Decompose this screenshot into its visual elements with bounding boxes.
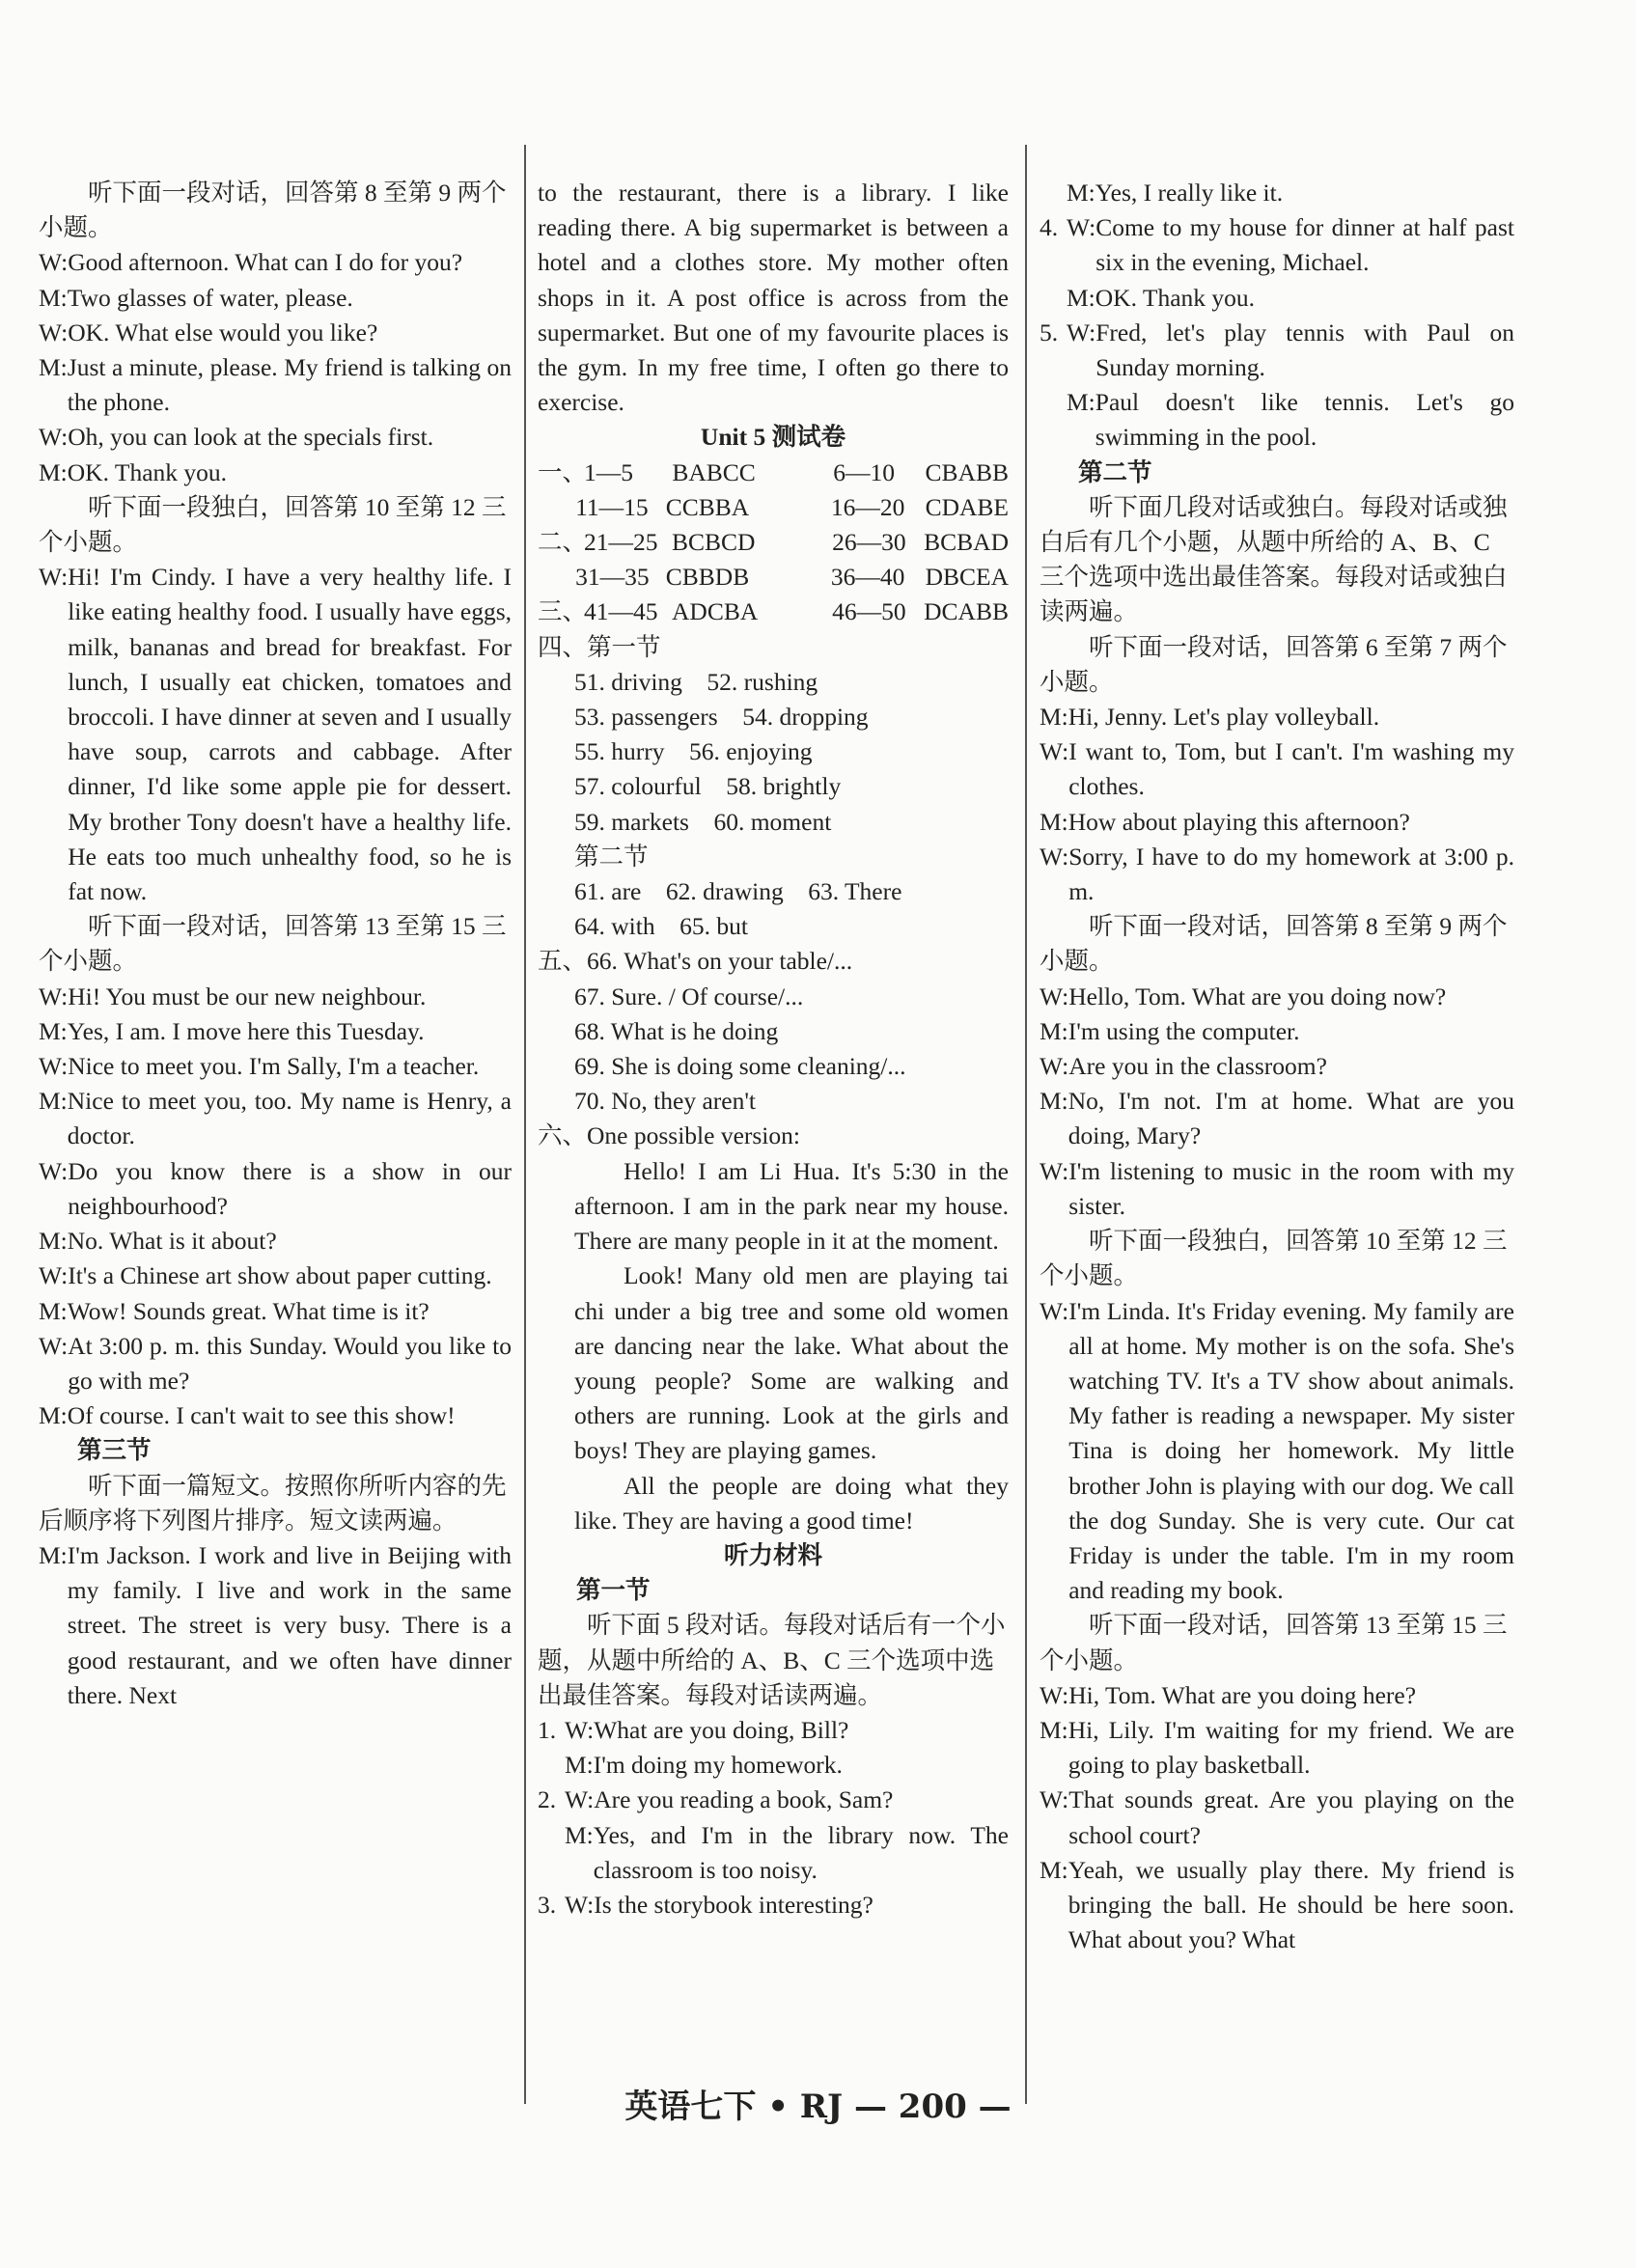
dialog-text: Hi! I'm Cindy. I have a very healthy life. I like eating healthy food. I usually have eggs, milk, bananas and bread for breakfast. For lunch, I usually eat chicken, tomatoes and broccoli. I have dinner at seven and I usually have soup, carrots and cabbage. After dinner, I'd like some apple pie for dessert. My brother Tony doesn't have a healthy life. He eats too much unhealthy food, so he is fat now. [68, 563, 512, 906]
instruction: 听下面几段对话或独白。每段对话或独白后有几个小题，从题中所给的 A、B、C 三个选项中选出最佳答案。每段对话或独白读两遍。 [1040, 492, 1508, 626]
dialog-text: I want to, Tom, but I can't. I'm washing my clothes. [1068, 737, 1514, 801]
speaker-label: M: [1040, 1016, 1068, 1045]
dialog-line [39, 1258, 512, 1293]
dialog-text: No. What is it about? [67, 1227, 277, 1256]
speaker-label: M: [1040, 1715, 1068, 1744]
answer-range: 26—30 [832, 528, 906, 557]
dialog-text: Hi, Tom. What are you doing here? [1068, 1680, 1417, 1709]
speaker-label: W: [1040, 1296, 1069, 1325]
speaker-label: W: [1040, 1052, 1069, 1081]
dialog-text: That sounds great. Are you playing on the school court? [1068, 1785, 1514, 1849]
dialog-line [538, 1713, 1009, 1748]
speaker-label: M: [1040, 1087, 1068, 1116]
dialog-text: Just a minute, please. My friend is talking on the phone. [67, 353, 512, 417]
dialog-text: Yes, I really like it. [1095, 179, 1284, 207]
speaker-label: W: [39, 1261, 69, 1290]
dialog-text: Are you in the classroom? [1068, 1052, 1327, 1081]
instruction: 听下面一段独白，回答第 10 至第 12 三个小题。 [1040, 1227, 1508, 1290]
answer-section [538, 560, 575, 595]
answer-value: CCBBA [665, 492, 750, 521]
item-number: 3. [538, 1890, 557, 1919]
item-number: 5. [1040, 318, 1059, 346]
dialog-text: OK. Thank you. [1095, 283, 1256, 312]
speaker-label: M: [39, 1227, 68, 1256]
dialog-line [39, 560, 512, 909]
speaker-label: M: [565, 1751, 594, 1780]
speaker-label: W: [1040, 982, 1069, 1010]
answer-row [538, 525, 1009, 560]
column-left [39, 176, 512, 1713]
unit-title: Unit 5 测试卷 [700, 423, 846, 452]
answer-line: 68. What is he doing [574, 1016, 779, 1045]
speaker-label: W: [1067, 213, 1096, 242]
dialog-line [1040, 385, 1514, 455]
answer-line: 64. with 65. but [574, 912, 748, 941]
instruction: 听下面一段对话，回答第 8 至第 9 两个小题。 [39, 179, 507, 242]
item-number [1040, 281, 1067, 316]
answer-row [538, 490, 1009, 525]
dialog-line [39, 1224, 512, 1258]
subsection-label: 第一节 [576, 1576, 651, 1605]
dialog-line [1040, 1783, 1514, 1852]
answer-range: 11—15 [575, 492, 649, 521]
dialog-text: Do you know there is a show in our neighbourhood? [68, 1156, 512, 1220]
speaker-label: W: [39, 1052, 69, 1081]
speaker-label: W: [39, 563, 69, 592]
dialog-text: Hi! You must be our new neighbour. [68, 982, 427, 1010]
answer-value: BCBAD [924, 528, 1009, 557]
dialog-line [1040, 281, 1514, 316]
dialog-line [1040, 700, 1514, 734]
speaker-label: M: [565, 1820, 594, 1849]
dialog-line [39, 420, 512, 455]
answer-line: 70. No, they aren't [574, 1087, 757, 1116]
answer-section [538, 490, 575, 525]
dialog-text: Hi, Jenny. Let's play volleyball. [1068, 703, 1380, 732]
dialog-line [1040, 1294, 1514, 1609]
dialog-line [538, 1748, 1009, 1783]
instruction: 听下面一篇短文。按照你所听内容的先后顺序将下列图片排序。短文读两遍。 [39, 1471, 507, 1535]
speaker-label: W: [1040, 1680, 1069, 1709]
dialog-text: Hi, Lily. I'm waiting for my friend. We are going to play basketball. [1068, 1715, 1514, 1780]
dialog-line [1040, 980, 1514, 1014]
answer-value: DCABB [924, 597, 1009, 626]
speaker-label: W: [39, 423, 69, 452]
dialog-line [538, 1888, 1009, 1922]
dialog-text: Paul doesn't like tennis. Let's go swimming in the pool. [1095, 388, 1514, 452]
answer-value: BABCC [672, 457, 756, 486]
answer-key [538, 456, 1009, 630]
dialog-text: Wow! Sounds great. What time is it? [67, 1296, 430, 1325]
answer-line: 61. are 62. drawing 63. There [574, 877, 902, 906]
dialog-line [1040, 316, 1514, 385]
dialog-text: OK. Thank you. [67, 457, 228, 486]
dialog-line [1040, 840, 1514, 909]
answer-section: 一、 [538, 457, 588, 486]
dialog-line [39, 456, 512, 490]
essay [538, 1154, 1009, 1538]
instruction: 听下面 5 段对话。每段对话后有一个小题，从题中所给的 A、B、C 三个选项中选出最佳答案。每段对话读两遍。 [538, 1611, 1006, 1709]
dialog-line [538, 1783, 1009, 1817]
instruction: 听下面一段对话，回答第 13 至第 15 三个小题。 [39, 912, 507, 976]
answer-list [538, 944, 1009, 1119]
speaker-label: M: [1067, 179, 1095, 207]
dialog-line [39, 1398, 512, 1433]
column-divider-1 [524, 145, 526, 2104]
essay-paragraph: Look! Many old men are playing tai chi under a big tree and some old women are dancing near the lake. What about the young people? Some are walking and others are running. Look at the girls and boys! They are playing games. [574, 1261, 1009, 1465]
answer-line: 67. Sure. / Of course/... [574, 982, 804, 1010]
dialog-text: Oh, you can look at the specials first. [68, 423, 434, 452]
essay-paragraph: Hello! I am Li Hua. It's 5:30 in the afternoon. I am in the park near my house. There are many people in it at the moment. [574, 1156, 1009, 1256]
dialog-text: Nice to meet you. I'm Sally, I'm a teacher. [68, 1052, 480, 1081]
item-number [538, 1818, 565, 1888]
dialog-text: Nice to meet you, too. My name is Henry, a doctor. [67, 1087, 512, 1150]
speaker-label: M: [1040, 1855, 1068, 1884]
dialog-text: I'm Linda. It's Friday evening. My family are all at home. My mother is on the sofa. She's watching TV. It's a TV show about animals. My father is reading a newspaper. My sister Tina is doing her homework. My little brother John is playing with our dog. We call the dog Sunday. She is very cute. Our cat Friday is under the table. I'm in my room and reading my book. [1068, 1296, 1514, 1605]
answer-range: 36—40 [830, 563, 905, 592]
column-right [1040, 176, 1514, 1957]
dialog-text: It's a Chinese art show about paper cutting. [68, 1261, 492, 1290]
speaker-label: M: [39, 457, 68, 486]
answer-section: 二、 [538, 528, 588, 557]
paragraph-continued: to the restaurant, there is a library. I like reading there. A big supermarket is between a hotel and a clothes store. My mother often shops in it. A post office is across from the supermarket. But one of my favourite places is the gym. In my free time, I often go there to exercise. [538, 179, 1009, 417]
dialog-line [1040, 805, 1514, 840]
speaker-label: M: [39, 283, 68, 312]
answer-range: 31—35 [575, 563, 650, 592]
column-middle [538, 176, 1009, 1922]
dialog-text: I'm doing my homework. [593, 1751, 843, 1780]
speaker-label: W: [39, 982, 69, 1010]
dialog-text: OK. What else would you like? [68, 318, 378, 346]
page-footer: 英语七下 • RJ — 200 — [624, 2088, 1012, 2126]
dialog-line [538, 1818, 1009, 1888]
answer-range: 41—45 [584, 597, 658, 626]
section-label: 四、第一节 [538, 632, 661, 661]
dialog-line [39, 1049, 512, 1084]
item-number [1040, 385, 1067, 455]
dialog-text: I'm using the computer. [1068, 1016, 1300, 1045]
dialog-line [39, 1014, 512, 1049]
answer-value: BCBCD [672, 528, 756, 557]
speaker-label: M: [39, 1296, 68, 1325]
subsection-label: 第二节 [574, 842, 649, 871]
dialog-line [1040, 1678, 1514, 1713]
dialog-text: At 3:00 p. m. this Sunday. Would you like to go with me? [68, 1331, 512, 1395]
answer-line: 51. driving 52. rushing [574, 667, 818, 696]
item-number: 2. [538, 1785, 557, 1814]
answer-list [538, 874, 1009, 944]
dialog-line [1040, 210, 1514, 280]
speaker-label: M: [1067, 388, 1095, 417]
dialog-line [1040, 734, 1514, 804]
instruction: 听下面一段独白，回答第 10 至第 12 三个小题。 [39, 492, 507, 557]
dialog-line [39, 1154, 512, 1224]
answer-range: 16—20 [830, 492, 905, 521]
dialog-line [39, 980, 512, 1014]
dialog-text: Yeah, we usually play there. My friend is bringing the ball. He should be here soon. What about you? What [1068, 1855, 1514, 1954]
answer-value: DBCEA [925, 563, 1009, 592]
dialog-text: I'm listening to music in the room with my sister. [1068, 1156, 1514, 1220]
item-number [1040, 176, 1067, 210]
dialog-line [1040, 1853, 1514, 1958]
speaker-label: W: [565, 1785, 595, 1814]
answer-range: 46—50 [832, 597, 906, 626]
column-divider-2 [1025, 145, 1027, 2104]
dialog-line [1040, 176, 1514, 210]
speaker-label: W: [1040, 1785, 1069, 1814]
dialog-text: Fred, let's play tennis with Paul on Sunday morning. [1095, 318, 1514, 382]
dialog-list [538, 1713, 1009, 1922]
answer-value: CBABB [925, 457, 1009, 486]
speaker-label: W: [39, 1156, 69, 1185]
dialog-text: Of course. I can't wait to see this show! [67, 1401, 456, 1430]
section-label: 六、One possible version: [538, 1121, 800, 1150]
speaker-label: W: [39, 318, 69, 346]
answer-list [538, 665, 1009, 840]
answer-range: 1—5 [584, 457, 633, 486]
instruction: 听下面一段对话，回答第 8 至第 9 两个小题。 [1040, 912, 1508, 976]
dialog-text: Are you reading a book, Sam? [594, 1785, 894, 1814]
dialog-text: Hello, Tom. What are you doing now? [1068, 982, 1447, 1010]
item-number: 1. [538, 1715, 557, 1744]
speaker-label: M: [1040, 807, 1068, 836]
answer-section: 三、 [538, 597, 588, 626]
answer-range: 21—25 [584, 528, 658, 557]
dialog-line [39, 281, 512, 316]
subsection-label: 第三节 [77, 1436, 152, 1465]
speaker-label: W: [39, 248, 69, 277]
dialog-line [39, 1084, 512, 1153]
answer-line: 57. colourful 58. brightly [574, 772, 842, 801]
speaker-label: M: [39, 1540, 68, 1569]
answer-line: 69. She is doing some cleaning/... [574, 1052, 906, 1081]
subsection-label: 第二节 [1078, 457, 1152, 486]
dialog-line [39, 1538, 512, 1713]
instruction: 听下面一段对话，回答第 13 至第 15 三个小题。 [1040, 1611, 1508, 1674]
answer-line: 55. hurry 56. enjoying [574, 737, 813, 766]
speaker-label: M: [1067, 283, 1095, 312]
answer-line: 53. passengers 54. dropping [574, 703, 869, 732]
answer-row [538, 595, 1009, 629]
speaker-label: M: [39, 1087, 68, 1116]
item-number [538, 1748, 565, 1783]
speaker-label: M: [39, 353, 68, 382]
instruction: 听下面一段对话，回答第 6 至第 7 两个小题。 [1040, 632, 1508, 696]
dialog-line [39, 245, 512, 280]
dialog-text: Is the storybook interesting? [594, 1890, 873, 1919]
answer-value: CDABE [925, 492, 1009, 521]
answer-value: ADCBA [672, 597, 759, 626]
answer-line: 五、66. What's on your table/... [538, 947, 853, 976]
dialog-line [1040, 1713, 1514, 1783]
speaker-label: W: [1040, 737, 1069, 766]
speaker-label: W: [565, 1890, 595, 1919]
dialog-text: Good afternoon. What can I do for you? [68, 248, 463, 277]
answer-row [538, 560, 1009, 595]
answer-range: 6—10 [833, 457, 895, 486]
dialog-line [1040, 1154, 1514, 1224]
answer-line: 59. markets 60. moment [574, 807, 832, 836]
dialog-line [1040, 1049, 1514, 1084]
listening-title: 听力材料 [723, 1540, 822, 1569]
speaker-label: W: [39, 1331, 69, 1360]
dialog-line [39, 1294, 512, 1329]
answer-value: CBBDB [665, 563, 750, 592]
dialog-line [1040, 1014, 1514, 1049]
speaker-label: W: [1067, 318, 1096, 346]
dialog-line [39, 1329, 512, 1398]
dialog-line [39, 316, 512, 350]
speaker-label: M: [39, 1401, 68, 1430]
essay-paragraph: All the people are doing what they like. They are having a good time! [574, 1471, 1009, 1535]
dialog-text: What are you doing, Bill? [594, 1715, 849, 1744]
dialog-line [1040, 1084, 1514, 1153]
dialog-text: Yes, I am. I move here this Tuesday. [67, 1016, 425, 1045]
speaker-label: M: [39, 1016, 68, 1045]
dialog-text: Two glasses of water, please. [67, 283, 353, 312]
dialog-text: How about playing this afternoon? [1068, 807, 1410, 836]
answer-row [538, 456, 1009, 490]
dialog-text: Yes, and I'm in the library now. The classroom is too noisy. [593, 1820, 1009, 1884]
dialog-text: I'm Jackson. I work and live in Beijing with my family. I live and work in the same street. The street is very busy. There is a good restaurant, and we often have dinner there. Next [67, 1540, 512, 1709]
speaker-label: W: [1040, 842, 1069, 871]
speaker-label: W: [1040, 1156, 1069, 1185]
speaker-label: M: [1040, 703, 1068, 732]
speaker-label: W: [565, 1715, 595, 1744]
item-number: 4. [1040, 213, 1059, 242]
dialog-text: Come to my house for dinner at half past six in the evening, Michael. [1095, 213, 1514, 277]
dialog-line [39, 350, 512, 420]
dialog-text: Sorry, I have to do my homework at 3:00 p. m. [1068, 842, 1514, 906]
dialog-text: No, I'm not. I'm at home. What are you doing, Mary? [1068, 1087, 1514, 1150]
